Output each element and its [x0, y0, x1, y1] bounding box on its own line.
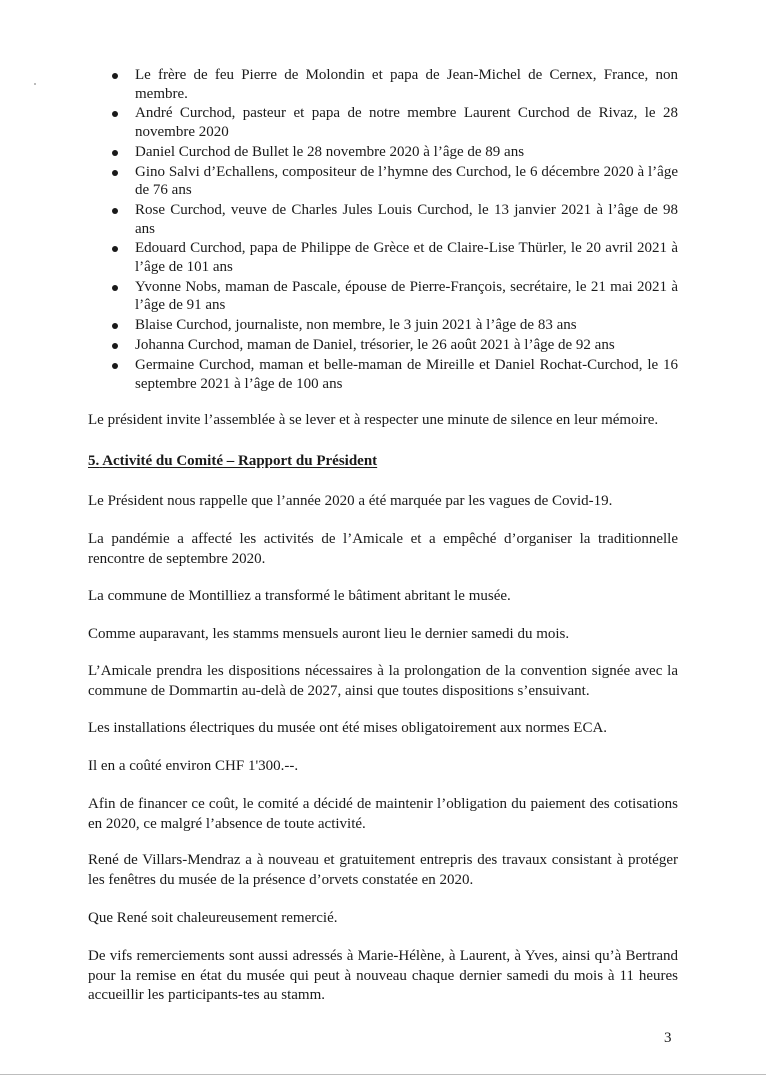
- bullet-icon: [112, 73, 118, 79]
- obituary-text: Edouard Curchod, papa de Philippe de Grèce et de Claire-Lise Thürler, le 20 avril 2021 à l’âge de 101 ans: [135, 240, 678, 275]
- obituary-text: Germaine Curchod, maman et belle-maman de Mireille et Daniel Rochat-Curchod, le 16 septembre 2021 à l’âge de 100 ans: [135, 357, 678, 392]
- obituary-item: [110, 163, 678, 200]
- report-paragraph: Les installations électriques du musée ont été mises obligatoirement aux normes ECA.: [88, 720, 608, 736]
- obituary-text: Yvonne Nobs, maman de Pascale, épouse de Pierre-François, secrétaire, le 21 mai 2021 à l’âge de 91 ans: [135, 278, 678, 314]
- scan-speck: [34, 83, 36, 85]
- obituary-item: [110, 66, 678, 103]
- section-heading: [88, 452, 678, 472]
- obituary-text: Gino Salvi d’Echallens, compositeur de l’hymne des Curchod, le 6 décembre 2020 à l’âge de 76 ans: [135, 163, 678, 199]
- obituary-list: [110, 66, 678, 394]
- obituary-text: Blaise Curchod, journaliste, non membre, le 3 juin 2021 à l’âge de 83 ans: [135, 317, 577, 334]
- bullet-icon: [112, 343, 118, 349]
- bullet-icon: [112, 208, 118, 214]
- obituary-item: [110, 278, 678, 315]
- obituary-text: Rose Curchod, veuve de Charles Jules Louis Curchod, le 13 janvier 2021 à l’âge de 98 ans: [135, 202, 678, 237]
- bullet-icon: [112, 111, 118, 117]
- obituary-text: Le frère de feu Pierre de Molondin et papa de Jean-Michel de Cernex, France, non membre.: [135, 67, 678, 102]
- report-paragraph: L’Amicale prendra les dispositions nécessaires à la prolongation de la convention signée avec la commune de Dommartin au-delà de 2027, ainsi que toutes dispositions s’ensuivant.: [88, 663, 678, 699]
- report-paragraph: Afin de financer ce coût, le comité a décidé de maintenir l’obligation du paiement des cotisations en 2020, ce malgré l’absence de toute activité.: [88, 796, 678, 832]
- footer-divider: [0, 1074, 766, 1075]
- obituary-item: [110, 336, 678, 355]
- report-paragraph: La commune de Montilliez a transformé le bâtiment abritant le musée.: [88, 588, 511, 604]
- obituary-item: [110, 356, 678, 393]
- bullet-icon: [112, 170, 118, 176]
- report-paragraph: Comme auparavant, les stamms mensuels auront lieu le dernier samedi du mois.: [88, 626, 570, 642]
- obituary-text: Johanna Curchod, maman de Daniel, trésorier, le 26 août 2021 à l’âge de 92 ans: [135, 337, 615, 354]
- obituary-text: Daniel Curchod de Bullet le 28 novembre 2020 à l’âge de 89 ans: [135, 143, 525, 160]
- obituary-item: [110, 316, 678, 335]
- bullet-icon: [112, 150, 118, 156]
- report-paragraph: René de Villars-Mendraz a à nouveau et gratuitement entrepris des travaux consistant à protéger les fenêtres du musée de la présence d’orvets constatée en 2020.: [88, 852, 678, 888]
- bullet-icon: [112, 246, 118, 252]
- report-paragraph: Il en a coûté environ CHF 1'300.--.: [88, 758, 299, 774]
- bullet-icon: [112, 323, 118, 329]
- bullet-icon: [112, 363, 118, 369]
- page-number: 3: [664, 1030, 672, 1046]
- report-paragraph: De vifs remerciements sont aussi adressés à Marie-Hélène, à Laurent, à Yves, ainsi qu’à Bertrand pour la remise en état du musée qui peut à nouveau chaque dernier samedi du mois à 11 heures accueillir les participants-tes au stamm.: [88, 948, 678, 1003]
- report-paragraph: Que René soit chaleureusement remercié.: [88, 910, 338, 926]
- report-paragraph: La pandémie a affecté les activités de l’Amicale et a empêché d’organiser la traditionnelle rencontre de septembre 2020.: [88, 531, 678, 567]
- section-title: Activité du Comité – Rapport du Président: [102, 453, 378, 469]
- silence-paragraph: Le président invite l’assemblée à se lever et à respecter une minute de silence en leur mémoire.: [88, 412, 659, 428]
- report-paragraph: Le Président nous rappelle que l’année 2020 a été marquée par les vagues de Covid-19.: [88, 493, 613, 509]
- section-number: 5.: [88, 453, 100, 469]
- bullet-icon: [112, 285, 118, 291]
- obituary-text: André Curchod, pasteur et papa de notre membre Laurent Curchod de Rivaz, le 28 novembre 2020: [135, 105, 678, 140]
- obituary-item: [110, 239, 678, 276]
- obituary-item: [110, 143, 678, 162]
- obituary-item: [110, 201, 678, 238]
- obituary-item: [110, 104, 678, 141]
